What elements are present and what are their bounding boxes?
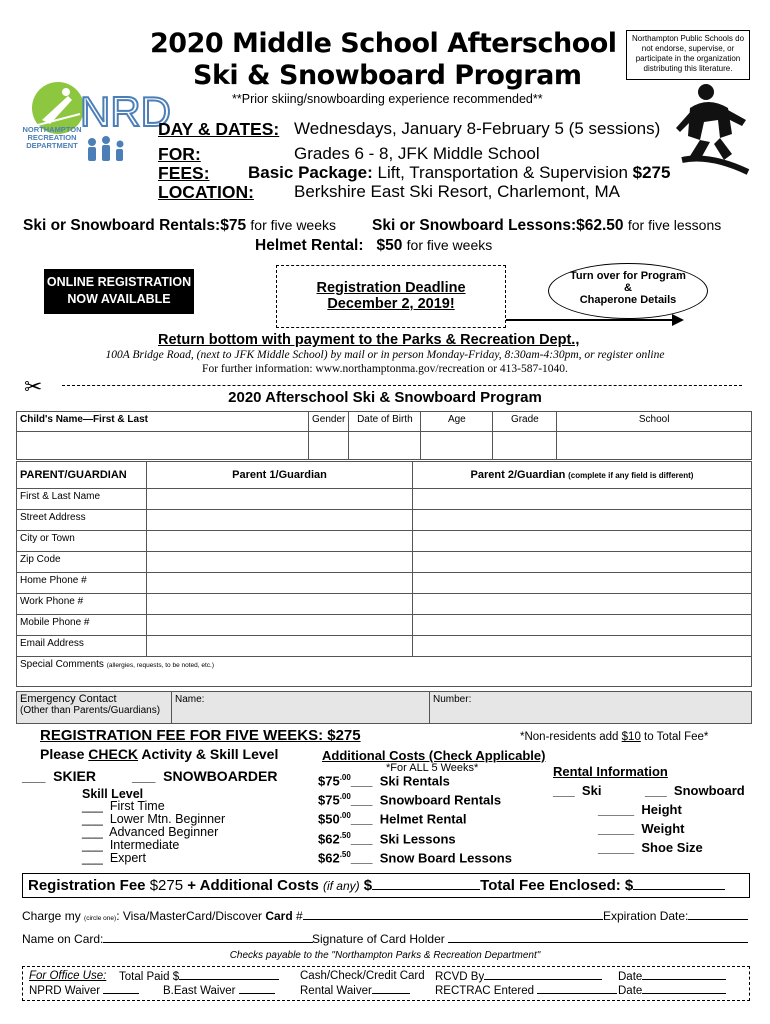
day-value: Wednesdays, January 8-February 5 (5 sessions) <box>294 119 661 138</box>
form-title: 2020 Afterschool Ski & Snowboard Program <box>228 389 542 406</box>
emergency-name-field[interactable]: Name: <box>172 692 430 724</box>
child-name-header: Child's Name—First & Last <box>17 412 309 432</box>
grade-field[interactable] <box>493 432 557 460</box>
parent2-field[interactable] <box>413 636 752 657</box>
additional-costs-title: Additional Costs (Check Applicable) <box>322 748 546 763</box>
date-field[interactable]: Date <box>618 970 726 983</box>
parent2-field[interactable] <box>413 552 752 573</box>
snowboarder-option[interactable]: ___ SNOWBOARDER <box>132 768 278 784</box>
rental-waiver-field[interactable]: Rental Waiver <box>300 984 410 997</box>
school-field[interactable] <box>557 432 752 460</box>
snowboarder-image <box>670 80 750 180</box>
skill-option[interactable]: ___ Expert <box>82 851 146 865</box>
payment-method-field[interactable]: Cash/Check/Credit Card <box>300 970 425 982</box>
scissors-icon: ✂ <box>24 374 43 399</box>
cut-line <box>62 385 742 386</box>
row-label: Work Phone # <box>17 594 147 615</box>
checks-payable-note: Checks payable to the "Northampton Parks & Recreation Department" <box>229 950 541 961</box>
grade-header: Grade <box>493 412 557 432</box>
row-label: City or Town <box>17 531 147 552</box>
parent-guardian-header: PARENT/GUARDIAN <box>17 462 147 489</box>
rental-weight-field[interactable]: _____ Weight <box>598 821 685 836</box>
age-field[interactable] <box>421 432 493 460</box>
experience-note: **Prior skiing/snowboarding experience recommended** <box>232 92 543 106</box>
total-fee-box[interactable]: Registration Fee $275 + Additional Costs (if any) $ Total Fee Enclosed: $ <box>22 873 750 898</box>
age-header: Age <box>421 412 493 432</box>
parent1-header: Parent 1/Guardian <box>147 462 413 489</box>
skill-option[interactable]: ___ Intermediate <box>82 838 180 852</box>
office-use-box <box>22 966 750 1001</box>
parent2-field[interactable] <box>413 594 752 615</box>
parent2-field[interactable] <box>413 573 752 594</box>
rental-snowboard-option[interactable]: ___ Snowboard <box>645 783 745 798</box>
row-label: Mobile Phone # <box>17 615 147 636</box>
parent2-field[interactable] <box>413 510 752 531</box>
check-activity-title: Please CHECK Activity & Skill Level <box>40 746 279 762</box>
rectrac-field[interactable]: RECTRAC Entered <box>435 984 617 997</box>
registration-fee-title: REGISTRATION FEE FOR FIVE WEEKS: $275 <box>40 727 361 744</box>
row-label: First & Last Name <box>17 489 147 510</box>
child-info-table <box>16 411 752 460</box>
gender-field[interactable] <box>309 432 349 460</box>
rental-info-title: Rental Information <box>553 764 668 779</box>
card-number-field[interactable] <box>303 909 603 920</box>
parent2-field[interactable] <box>413 531 752 552</box>
cost-ski-rentals[interactable]: $\$75^{.00}\_\_\_$ Ski Rentals <box>318 773 450 789</box>
emergency-label: Emergency Contact (Other than Parents/Guardians) <box>17 692 172 724</box>
fees-label: FEES: <box>158 163 210 183</box>
registration-deadline: Registration Deadline December 2, 2019! <box>276 265 506 328</box>
parent1-field[interactable] <box>147 573 413 594</box>
cost-helmet-rental[interactable]: $\$50^{.00}\_\_\_$ Helmet Rental <box>318 811 467 827</box>
skill-level-title: Skill Level <box>82 787 144 801</box>
cost-ski-lessons[interactable]: $\$62^{.50}\_\_\_$ Ski Lessons <box>318 831 456 847</box>
emergency-number-field[interactable]: Number: <box>430 692 752 724</box>
location-label: LOCATION: <box>158 182 254 202</box>
for-label: FOR: <box>158 144 201 164</box>
row-label: Street Address <box>17 510 147 531</box>
skill-list <box>82 800 225 865</box>
cost-snowboard-rentals[interactable]: $\$75^{.00}\_\_\_$ Snowboard Rentals <box>318 792 502 808</box>
emergency-table <box>16 691 752 724</box>
parent2-field[interactable] <box>413 489 752 510</box>
rental-ski-option[interactable]: ___ Ski <box>553 783 602 798</box>
parent1-field[interactable] <box>147 636 413 657</box>
fees-value: Basic Package: Lift, Transportation & Supervision $275 <box>248 163 671 182</box>
parent1-field[interactable] <box>147 552 413 573</box>
row-label: Zip Code <box>17 552 147 573</box>
snowboarder-icon <box>670 80 750 180</box>
school-notice: Northampton Public Schools do not endorse, supervise, or participate in the organization distributing this literature. <box>626 30 750 80</box>
contact-info: For further information: www.northamptonma.gov/recreation or 413-587-1040. <box>202 363 568 375</box>
parent1-field[interactable] <box>147 489 413 510</box>
expiration-date-field[interactable]: Expiration Date: <box>603 909 748 923</box>
logo-caption: NORTHAMPTON RECREATION DEPARTMENT <box>22 125 82 150</box>
child-name-field[interactable] <box>17 432 309 460</box>
return-instructions: Return bottom with payment to the Parks & Recreation Dept., <box>158 332 580 348</box>
total-paid-field[interactable]: Total Paid $ <box>119 970 279 983</box>
nonresident-note: *Non-residents add $10 to Total Fee* <box>520 731 709 743</box>
helmet-price-line: Helmet Rental: $50 for five weeks <box>255 237 493 254</box>
online-registration-badge[interactable]: ONLINE REGISTRATION NOW AVAILABLE <box>44 269 194 314</box>
parent2-header: Parent 2/Guardian (complete if any field is different) <box>413 462 752 489</box>
charge-line: Charge my (circle one): Visa/MasterCard/Discover Card # <box>22 909 603 923</box>
school-header: School <box>557 412 752 432</box>
parent1-field[interactable] <box>147 531 413 552</box>
office-use-label: For Office Use: <box>29 970 107 982</box>
rcvd-by-field[interactable]: RCVD By <box>435 970 602 983</box>
title-line-2: Ski & Snowboard Program <box>193 60 582 91</box>
location-value: Berkshire East Ski Resort, Charlemont, MA <box>294 182 620 201</box>
nrd-logo <box>20 78 171 188</box>
parent2-field[interactable] <box>413 615 752 636</box>
parent1-field[interactable] <box>147 594 413 615</box>
lesson-price-line: Ski or Snowboard Lessons:$62.50 for five lessons <box>372 217 722 234</box>
for-all-weeks-note: *For ALL 5 Weeks* <box>386 762 479 774</box>
skill-option[interactable]: ___ First Time <box>82 799 165 813</box>
skill-option[interactable]: ___ Advanced Beginner <box>82 825 219 839</box>
row-label: Home Phone # <box>17 573 147 594</box>
row-label: Email Address <box>17 636 147 657</box>
nprd-waiver-field[interactable]: NPRD Waiver <box>29 984 139 997</box>
turn-over-note: Turn over for Program & Chaperone Details <box>548 263 708 319</box>
day-label: DAY & DATES: <box>158 119 280 139</box>
name-on-card-field[interactable]: Name on Card: <box>22 932 313 946</box>
parent1-field[interactable] <box>147 510 413 531</box>
rental-height-field[interactable]: _____ Height <box>598 802 682 817</box>
skier-option[interactable]: ___ SKIER <box>22 768 96 784</box>
beast-waiver-field[interactable]: B.East Waiver <box>163 984 275 997</box>
logo-text: NRD <box>80 88 171 135</box>
special-comments-field[interactable]: Special Comments (allergies, requests, to be noted, etc.) <box>17 657 752 687</box>
date-field[interactable]: Date <box>618 984 726 997</box>
dob-field[interactable] <box>349 432 421 460</box>
for-value: Grades 6 - 8, JFK Middle School <box>294 144 540 163</box>
parent-info-table <box>16 461 752 687</box>
title-line-1: 2020 Middle School Afterschool <box>150 28 617 59</box>
parent1-field[interactable] <box>147 615 413 636</box>
cost-snowboard-lessons[interactable]: $\$62^{.50}\_\_\_$ Snow Board Lessons <box>318 850 512 866</box>
signature-field[interactable]: Signature of Card Holder <box>312 932 748 946</box>
rental-shoe-size-field[interactable]: _____ Shoe Size <box>598 840 703 855</box>
rental-price-line: Ski or Snowboard Rentals:$75 for five weeks <box>23 217 337 234</box>
gender-header: Gender <box>309 412 349 432</box>
mailing-address: 100A Bridge Road, (next to JFK Middle School) by mail or in person Monday-Friday, 8:30am-4:30pm, or register online <box>105 349 665 361</box>
dob-header: Date of Birth <box>349 412 421 432</box>
skill-option[interactable]: ___ Lower Mtn. Beginner <box>82 812 226 826</box>
